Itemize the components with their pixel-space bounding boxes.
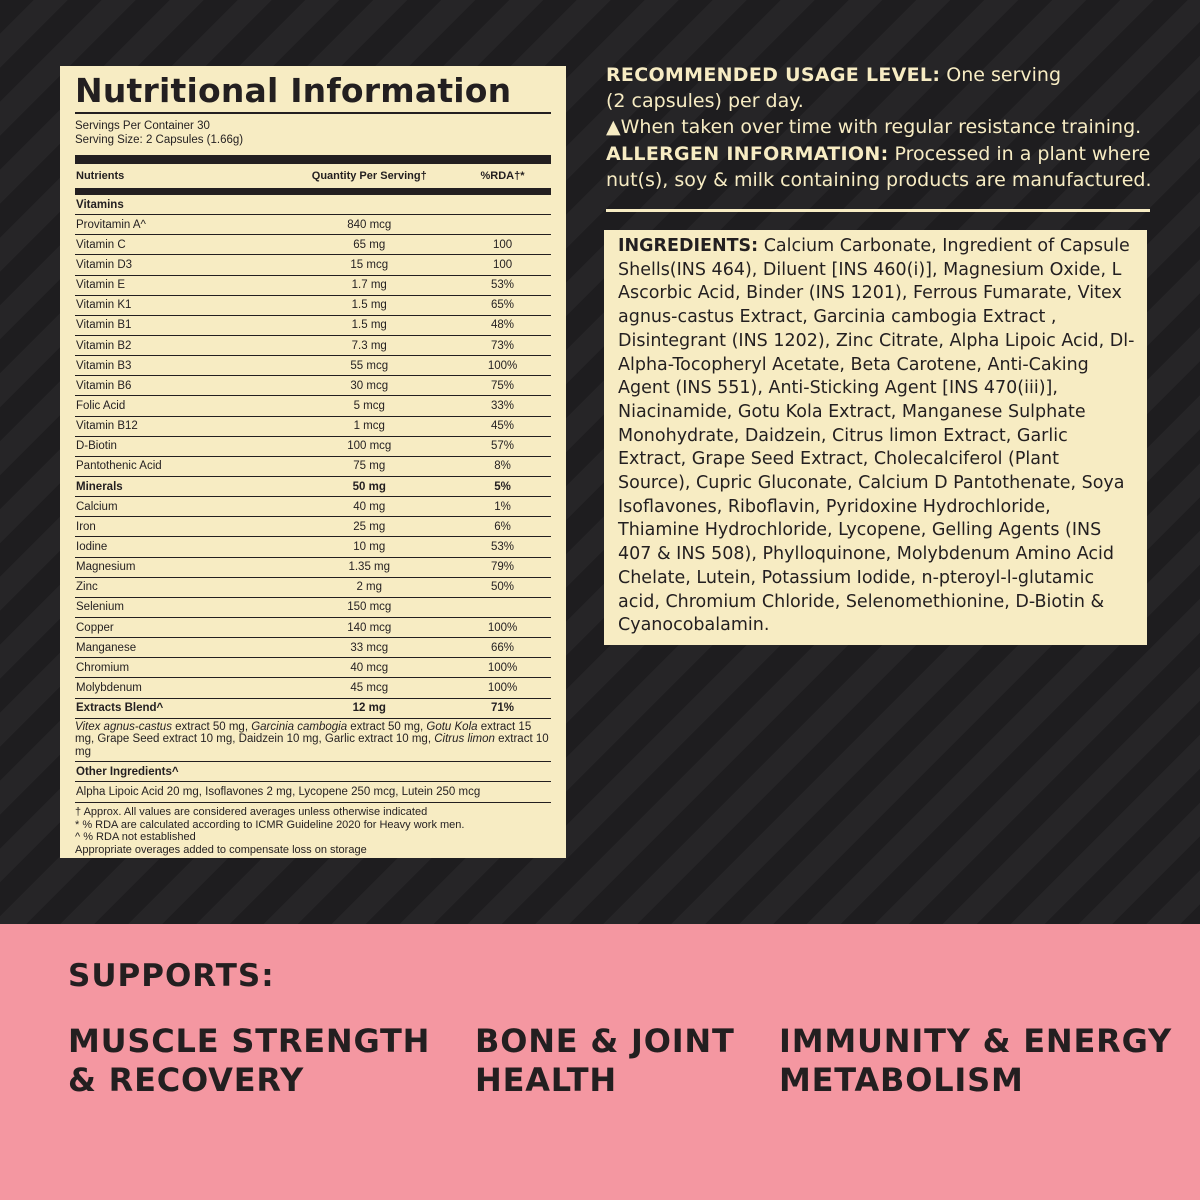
nutrient-row	[75, 376, 551, 396]
nutrient-rda: 75%	[491, 379, 515, 392]
nutrient-rda: 100%	[487, 681, 518, 694]
benefit-line: & RECOVERY	[68, 1061, 305, 1099]
nutrient-rda: 79%	[491, 561, 515, 574]
nutrient-name: Copper	[76, 621, 114, 634]
nutrient-row	[75, 235, 551, 255]
recommended-usage-text: One serving	[940, 64, 1062, 86]
footnote: Appropriate overages added to compensate loss on storage	[75, 844, 367, 857]
other-ingredients-label: Other Ingredients^	[76, 765, 179, 778]
nutrient-row	[75, 215, 551, 235]
nutrient-quantity: 140 mcg	[347, 621, 392, 634]
nutrient-rda: 33%	[491, 399, 515, 412]
nutrient-quantity: 45 mcg	[350, 681, 389, 694]
nutrient-quantity: 30 mcg	[350, 379, 389, 392]
nutrient-rda: 53%	[491, 540, 515, 553]
nutrient-rda: 48%	[491, 319, 515, 332]
extract-amount: extract 15 mg, Grape Seed extract 10 mg, Daidzein 10 mg, Garlic extract 10 mg,	[75, 720, 532, 746]
extract-amount: extract 50 mg,	[347, 720, 427, 733]
nutrient-quantity: 100 mcg	[347, 440, 392, 453]
nutrient-row	[75, 417, 551, 437]
footnote: ^ % RDA not established	[75, 831, 196, 844]
nutrient-quantity: 1.5 mg	[351, 299, 387, 312]
nutrient-name: Vitamin B2	[76, 339, 132, 352]
nutrient-quantity: 25 mg	[353, 520, 386, 533]
nutrient-quantity: 12 mg	[352, 702, 386, 715]
nutrient-name: Pantothenic Acid	[76, 460, 162, 473]
recommended-usage-text-2: (2 capsules) per day.	[606, 90, 804, 113]
nutrient-name: Manganese	[76, 641, 137, 654]
nutrient-row	[75, 195, 551, 215]
title-rule	[75, 112, 551, 114]
nutrient-name: D-Biotin	[76, 440, 117, 453]
allergen-label: ALLERGEN INFORMATION:	[606, 142, 889, 165]
benefit-immunity	[779, 1022, 1172, 1100]
nutrient-quantity: 10 mg	[353, 540, 386, 553]
nutrient-name: Selenium	[76, 601, 124, 614]
nutrition-panel	[60, 66, 566, 858]
benefit-line: MUSCLE STRENGTH	[68, 1022, 431, 1060]
nutrient-row	[75, 638, 551, 658]
allergen-info	[606, 141, 1186, 167]
extracts-description	[75, 719, 551, 763]
extract-name: Citrus limon	[434, 733, 495, 746]
extract-name: Gotu Kola	[426, 720, 478, 733]
nutrient-name: Vitamin K1	[76, 299, 132, 312]
nutrient-row	[75, 336, 551, 356]
nutrient-quantity: 1.7 mg	[351, 279, 387, 292]
extract-amount: extract 50 mg,	[171, 720, 252, 733]
nutrient-quantity: 75 mg	[353, 460, 386, 473]
benefit-line: BONE & JOINT	[475, 1022, 735, 1060]
nutrient-name: Iron	[76, 520, 96, 533]
footnote: * % RDA are calculated according to ICMR Guideline 2020 for Heavy work men.	[75, 818, 465, 831]
nutrient-name: Folic Acid	[76, 399, 126, 412]
nutrient-quantity: 840 mcg	[347, 218, 392, 231]
nutrient-row	[75, 658, 551, 678]
nutrient-row	[75, 255, 551, 275]
serving-info	[75, 119, 551, 147]
nutrient-name: Calcium	[76, 500, 118, 513]
table-header	[75, 164, 551, 188]
nutrient-row	[75, 316, 551, 336]
nutrient-quantity: 1.35 mg	[348, 561, 391, 574]
footnote: † Approx. All values are considered averages unless otherwise indicated	[75, 806, 428, 819]
nutrient-row	[75, 699, 551, 719]
nutrient-name: Vitamin D3	[76, 258, 133, 271]
nutrient-row	[75, 437, 551, 457]
nutrient-name: Molybdenum	[76, 681, 142, 694]
nutrient-row	[75, 578, 551, 598]
nutrient-row	[75, 517, 551, 537]
nutrient-name: Vitamin E	[76, 279, 126, 292]
nutrient-row	[75, 618, 551, 638]
nutrient-row	[75, 678, 551, 698]
nutrient-rda: 50%	[491, 581, 515, 594]
benefit-muscle	[68, 1022, 430, 1100]
header-quantity: Quantity Per Serving†	[311, 170, 427, 182]
ingredients-text: Calcium Carbonate, Ingredient of Capsule Shells(INS 464), Diluent [INS 460(i)], Magnesium Oxide, L Ascorbic Acid, Binder (INS 1201), Ferrous Fumarate, Vitex agnus-castus Extract, Garcinia cambogia Extract , Disintegrant (INS 1202), Zinc Citrate, Alpha Lipoic Acid, Dl-Alpha-Tocopheryl Acetate, Beta Carotene, Anti-Caking Agent (INS 551), Anti-Sticking Agent [INS 470(iii)], Niacinamide, Gotu Kola Extract, Manganese Sulphate Monohydrate, Daidzein, Citrus limon Extract, Garlic Extract, Grape Seed Extract, Cholecalciferol (Plant Source), Cupric Gluconate, Calcium D Pantothenate, Soya Isoflavones, Riboflavin, Pyridoxine Hydrochloride, Thiamine Hydrochloride, Lycopene, Gelling Agents (INS 407 & INS 508), Phylloquinone, Molybdenum Amino Acid Chelate, Lutein, Potassium Iodide, n-pteroyl-l-glutamic acid, Chromium Chloride, Selenomethionine, D-Biotin & Cyanocobalamin.	[618, 236, 1135, 636]
usage-divider	[606, 209, 1150, 212]
ingredients-label: INGREDIENTS:	[618, 236, 759, 256]
nutrient-quantity: 1.5 mg	[351, 319, 387, 332]
other-ingredients-label-row	[75, 762, 551, 782]
benefit-bone-joint	[475, 1022, 735, 1100]
nutrient-quantity: 40 mcg	[350, 661, 389, 674]
nutrient-quantity: 33 mcg	[350, 641, 389, 654]
nutrient-rda: 100%	[487, 621, 518, 634]
extract-name: Vitex agnus-castus	[75, 720, 172, 733]
nutrient-rda: 1%	[494, 500, 511, 513]
nutrient-row	[75, 558, 551, 578]
benefit-line: IMMUNITY & ENERGY	[779, 1022, 1172, 1060]
recommended-usage-label: RECOMMENDED USAGE LEVEL:	[606, 64, 941, 86]
nutrient-row	[75, 457, 551, 477]
benefit-line: HEALTH	[475, 1061, 617, 1099]
benefit-line: METABOLISM	[779, 1061, 1024, 1099]
usage-info	[606, 62, 1186, 193]
nutrient-row	[75, 396, 551, 416]
nutrient-name: Zinc	[76, 581, 98, 594]
nutrient-name: Minerals	[76, 480, 123, 493]
nutrient-name: Vitamin B1	[76, 319, 132, 332]
nutrient-quantity: 150 mcg	[347, 601, 392, 614]
header-nutrients: Nutrients	[76, 170, 125, 182]
nutrient-row	[75, 296, 551, 316]
nutrient-rda: 100	[492, 258, 513, 271]
nutrient-rda: 45%	[491, 420, 515, 433]
nutrient-rda: 53%	[491, 279, 515, 292]
nutrient-name: Iodine	[76, 540, 108, 553]
header-bottom-rule	[75, 188, 551, 195]
header-rda: %RDA†*	[480, 170, 525, 182]
nutrient-rda: 66%	[491, 641, 515, 654]
nutrient-name: Extracts Blend^	[76, 702, 164, 715]
extract-name: Garcinia cambogia	[251, 720, 348, 733]
nutrient-quantity: 2 mg	[356, 581, 383, 594]
nutrient-rda: 65%	[491, 299, 515, 312]
nutrient-quantity: 7.3 mg	[351, 339, 387, 352]
nutrient-name: Vitamin B6	[76, 379, 132, 392]
nutrient-rda: 100%	[487, 359, 518, 372]
nutrient-rda: 100%	[487, 661, 518, 674]
nutrient-name: Magnesium	[76, 561, 136, 574]
nutrient-name: Provitamin A^	[76, 218, 146, 231]
nutrient-name: Vitamin C	[76, 238, 126, 251]
nutrient-rda: 8%	[494, 460, 511, 473]
nutrient-name: Chromium	[76, 661, 130, 674]
nutrient-rda: 100	[492, 238, 513, 251]
nutrient-name: Vitamins	[76, 198, 124, 211]
nutrient-rda: 57%	[491, 440, 515, 453]
other-ingredients-row	[75, 782, 551, 803]
allergen-text-2: nut(s), soy & milk containing products are manufactured.	[606, 168, 1152, 191]
servings-per-container: Servings Per Container 30	[75, 120, 210, 132]
nutrient-quantity: 5 mcg	[353, 399, 385, 412]
nutrient-rda: 5%	[494, 480, 511, 493]
nutrient-rda: 73%	[491, 339, 515, 352]
ingredients-panel	[604, 230, 1147, 645]
supports-title: SUPPORTS:	[68, 958, 275, 994]
nutrient-quantity: 50 mg	[352, 480, 386, 493]
training-note: ▲When taken over time with regular resistance training.	[606, 116, 1142, 139]
nutrient-row	[75, 356, 551, 376]
header-top-rule	[75, 155, 551, 164]
nutrient-row	[75, 598, 551, 618]
nutrient-quantity: 1 mcg	[353, 420, 385, 433]
extract-amount: extract 10 mg	[75, 733, 549, 758]
nutrient-row	[75, 477, 551, 497]
other-ingredients-text: Alpha Lipoic Acid 20 mg, Isoflavones 2 mg, Lycopene 250 mcg, Lutein 250 mcg	[76, 786, 481, 799]
nutrient-row	[75, 537, 551, 557]
nutrient-row	[75, 497, 551, 517]
nutrient-rows	[75, 195, 551, 719]
nutrient-row	[75, 276, 551, 296]
recommended-usage	[606, 62, 1186, 88]
allergen-text: Processed in a plant where	[888, 142, 1151, 165]
nutrition-title: Nutritional Information	[75, 71, 512, 110]
serving-size: Serving Size: 2 Capsules (1.66g)	[75, 134, 244, 146]
nutrient-rda: 71%	[491, 702, 515, 715]
nutrient-quantity: 15 mcg	[350, 258, 389, 271]
nutrient-rda: 6%	[494, 520, 511, 533]
nutrient-quantity: 40 mg	[353, 500, 386, 513]
nutrient-name: Vitamin B3	[76, 359, 132, 372]
nutrient-name: Vitamin B12	[76, 420, 138, 433]
footnotes	[75, 806, 551, 856]
nutrient-quantity: 65 mg	[353, 238, 386, 251]
nutrient-quantity: 55 mcg	[350, 359, 389, 372]
